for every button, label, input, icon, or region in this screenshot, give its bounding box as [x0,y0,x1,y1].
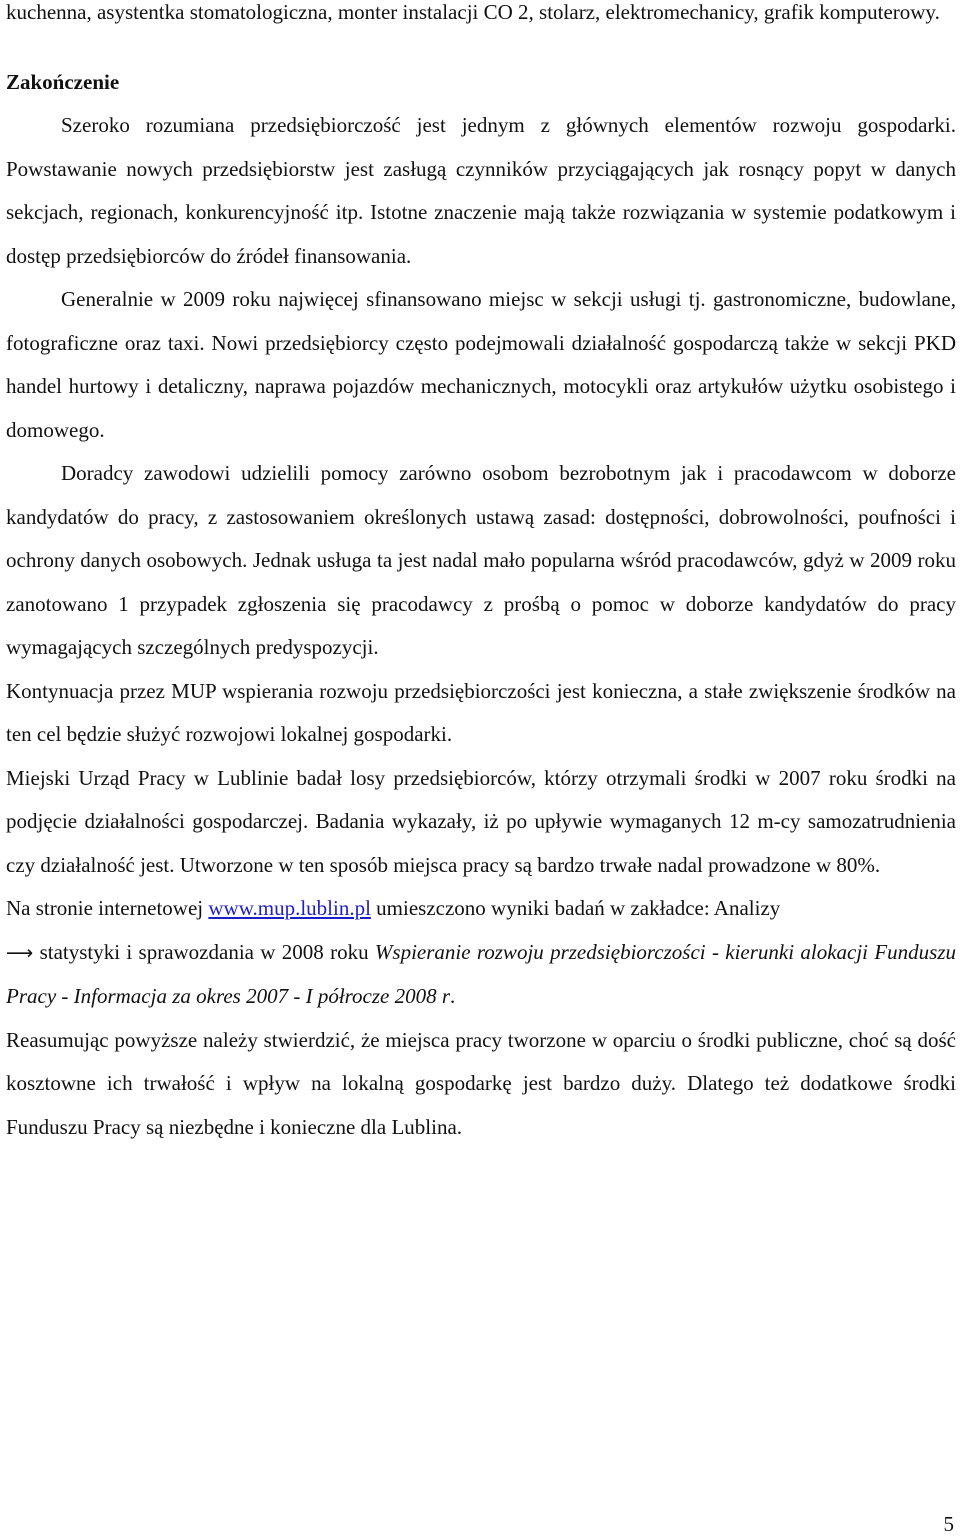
paragraph-career-advisors: Doradcy zawodowi udzielili pomocy zarówno osobom bezrobotnym jak i pracodawcom w doborze kandydatów do pracy, z zastosowaniem określonych ustawą zasad: dostępności, dobrowolności, poufności i ochrony danych osobowych. Jednak usługa ta jest nadal mało popularna wśród pracodawców, gdyż w 2009 roku zanotowano 1 przypadek zgłoszenia się pracodawcy z prośbą o pomoc w doborze kandydatów do pracy wymagających szczególnych predyspozycji. [6,461,956,659]
website-text-after: umieszczono wyniki badań w zakładce: Analizy [370,896,781,920]
paragraph-website [6,887,956,1019]
document-page [6,0,956,1149]
website-link[interactable]: www.mup.lublin.pl [208,896,371,920]
paragraph-continuation: Kontynuacja przez MUP wspierania rozwoju przedsiębiorczości jest konieczna, a stałe zwiększenie środków na ten cel będzie służyć rozwojowi lokalnej gospodarki. [6,678,956,746]
report-title: Wspieranie rozwoju przedsiębiorczości - kierunki alokacji Funduszu Pracy - Informacja za okres 2007 - I półrocze 2008 r [6,939,956,1008]
continued-paragraph: kuchenna, asystentka stomatologiczna, monter instalacji CO 2, stolarz, elektromechanicy, grafik komputerowy. [6,0,940,24]
paragraph-survey: Miejski Urząd Pracy w Lublinie badał losy przedsiębiorców, którzy otrzymali środki w 2007 roku środki na podjęcie działalności gospodarczej. Badania wykazały, iż po upływie wymaganych 12 m-cy samozatrudnienia czy działalność jest. Utworzone w ten sposób miejsca pracy są bardzo trwałe nadal prowadzone w 80%. [6,765,956,877]
paragraph-summary: Reasumując powyższe należy stwierdzić, że miejsca pracy tworzone w oparciu o środki publiczne, choć są dość kosztowne ich trwałość i wpływ na lokalną gospodarkę jest bardzo duży. Dlatego też dodatkowe środki Funduszu Pracy są niezbędne i konieczne dla Lublina. [6,1027,956,1139]
report-title-end: . [450,984,456,1008]
page-number: 5 [943,1512,954,1536]
section-heading: Zakończenie [6,70,120,94]
website-path-text: statystyki i sprawozdania w 2008 roku [33,939,375,964]
paragraph-intro: Szeroko rozumiana przedsiębiorczość jest jednym z głównych elementów rozwoju gospodarki. Powstawanie nowych przedsiębiorstw jest zasługą czynników przyciągających jak rosnący popyt w danych sekcjach, regionach, konkurencyjność itp. Istotne znaczenie mają także rozwiązania w systemie podatkowym i dostęp przedsiębiorców do źródeł finansowania. [6,113,956,268]
website-text-before: Na stronie internetowej [6,896,209,920]
paragraph-sectors: Generalnie w 2009 roku najwięcej sfinansowano miejsc w sekcji usługi tj. gastronomiczne, budowlane, fotograficzne oraz taxi. Nowi przedsiębiorcy często podejmowali działalność gospodarczą także w sekcji PKD handel hurtowy i detaliczny, naprawa pojazdów mechanicznych, motocykli oraz artykułów użytku osobistego i domowego. [6,287,956,442]
arrow-icon: ⟶ [6,941,34,964]
